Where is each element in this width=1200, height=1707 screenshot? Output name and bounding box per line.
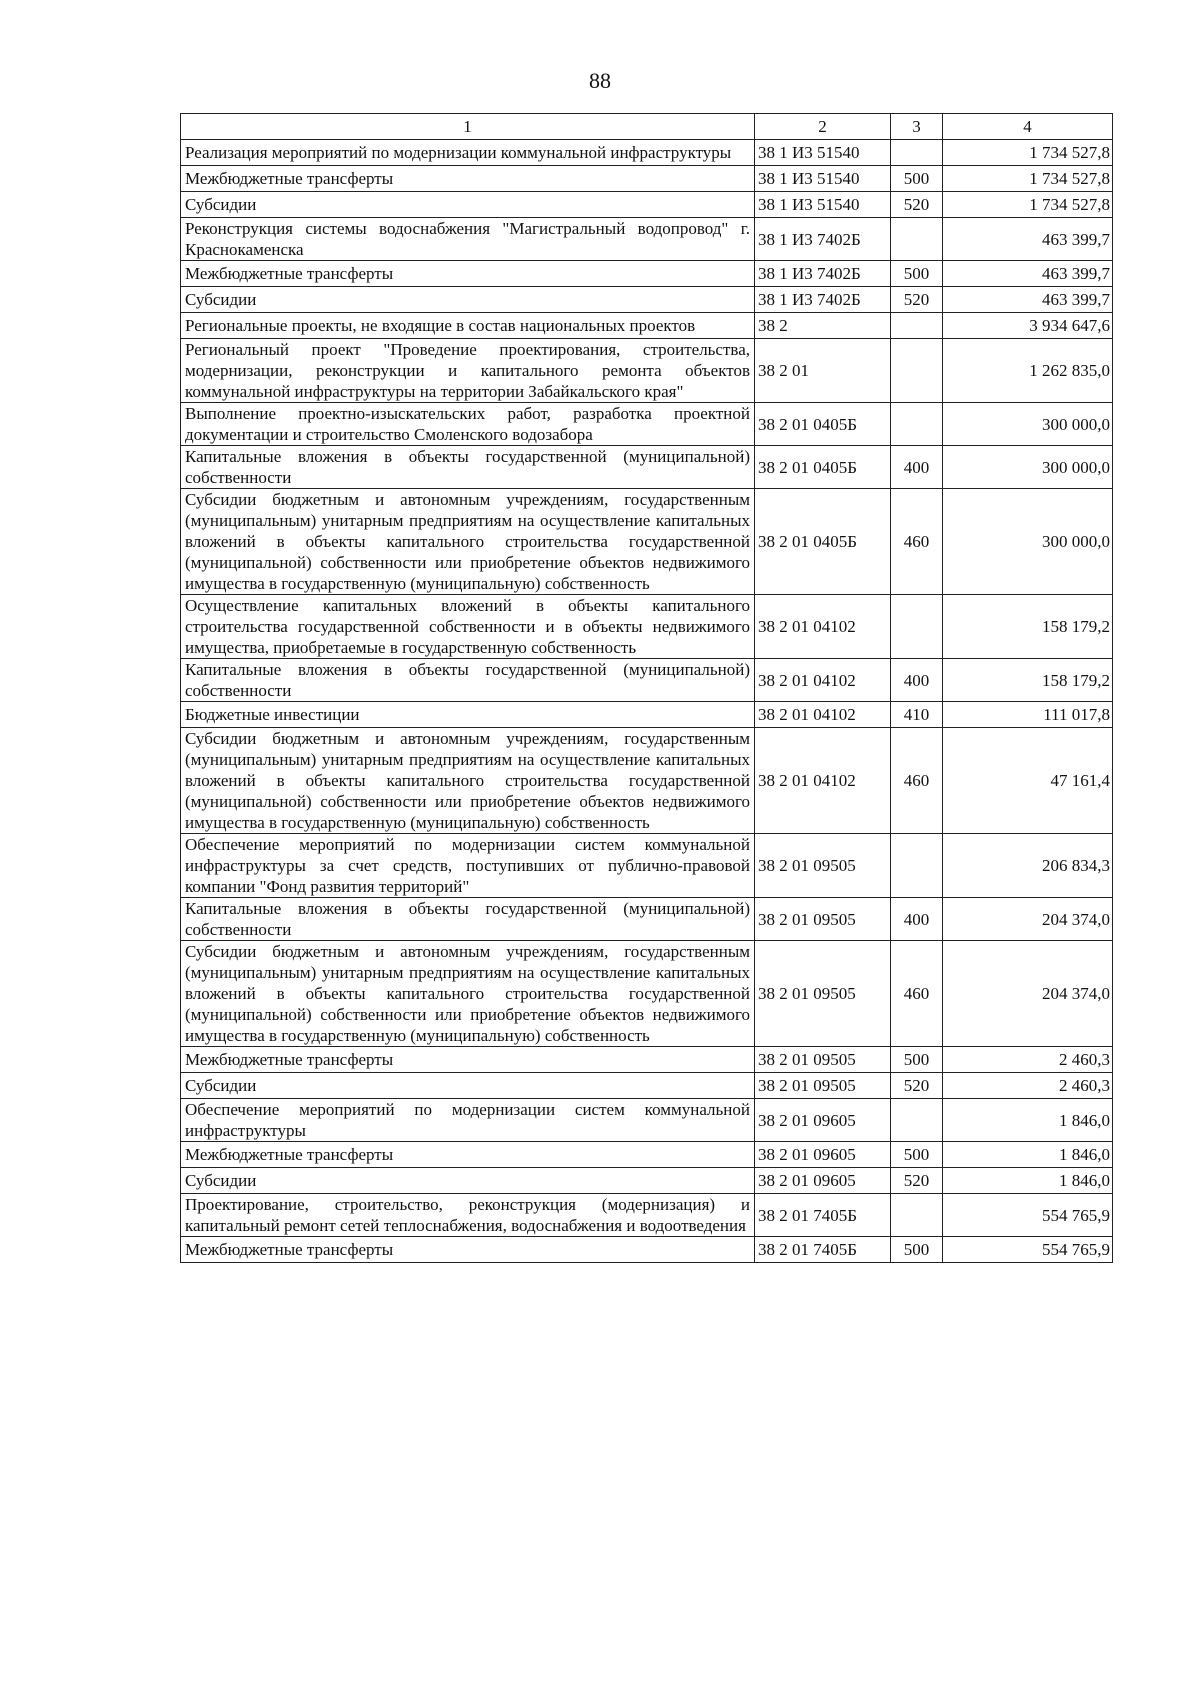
row-type-cell: 500 [891, 1047, 943, 1073]
row-type-cell: 500 [891, 1142, 943, 1168]
row-code-cell: 38 1 И3 7402Б [755, 218, 891, 261]
row-amount-cell: 204 374,0 [943, 941, 1113, 1047]
row-code-cell: 38 2 01 7405Б [755, 1237, 891, 1263]
row-type-cell [891, 218, 943, 261]
row-amount-cell: 158 179,2 [943, 595, 1113, 659]
table-row [181, 702, 1113, 728]
row-name-cell: Межбюджетные трансферты [181, 166, 755, 192]
row-type-cell: 500 [891, 261, 943, 287]
table-row [181, 287, 1113, 313]
row-amount-cell: 1 846,0 [943, 1168, 1113, 1194]
row-amount-cell: 554 765,9 [943, 1194, 1113, 1237]
row-type-cell: 400 [891, 659, 943, 702]
row-name-cell: Проектирование, строительство, реконструкция (модернизация) и капитальный ремонт сетей теплоснабжения, водоснабжения и водоотведения [181, 1194, 755, 1237]
row-amount-cell: 1 734 527,8 [943, 192, 1113, 218]
row-code-cell: 38 2 01 09505 [755, 1047, 891, 1073]
table-row [181, 140, 1113, 166]
row-code-cell: 38 2 01 04102 [755, 728, 891, 834]
row-type-cell: 460 [891, 728, 943, 834]
budget-table [180, 113, 1113, 1263]
table-row [181, 192, 1113, 218]
row-name-cell: Бюджетные инвестиции [181, 702, 755, 728]
row-type-cell [891, 1194, 943, 1237]
row-code-cell: 38 2 01 04102 [755, 702, 891, 728]
table-row [181, 941, 1113, 1047]
row-name-cell: Обеспечение мероприятий по модернизации систем коммунальной инфраструктуры [181, 1099, 755, 1142]
row-amount-cell: 1 734 527,8 [943, 166, 1113, 192]
row-amount-cell: 2 460,3 [943, 1073, 1113, 1099]
row-code-cell: 38 2 01 09605 [755, 1099, 891, 1142]
row-amount-cell: 2 460,3 [943, 1047, 1113, 1073]
row-code-cell: 38 2 01 09605 [755, 1168, 891, 1194]
table-row [181, 1168, 1113, 1194]
table-header-row [181, 114, 1113, 140]
row-name-cell: Субсидии [181, 1073, 755, 1099]
header-cell-2: 2 [755, 114, 891, 140]
row-name-cell: Субсидии бюджетным и автономным учреждениям, государственным (муниципальным) унитарным предприятиям на осуществление капитальных вложений в объекты капитального строительства государственной (муниципальной) собственности или приобретение объектов недвижимого имущества в государственную (муниципальную) собственность [181, 941, 755, 1047]
row-type-cell: 520 [891, 192, 943, 218]
row-type-cell: 520 [891, 1073, 943, 1099]
row-code-cell: 38 2 01 [755, 339, 891, 403]
row-code-cell: 38 2 01 0405Б [755, 446, 891, 489]
table-row [181, 728, 1113, 834]
row-amount-cell: 1 262 835,0 [943, 339, 1113, 403]
row-amount-cell: 1 846,0 [943, 1099, 1113, 1142]
row-code-cell: 38 2 01 09605 [755, 1142, 891, 1168]
row-code-cell: 38 2 01 09505 [755, 898, 891, 941]
table-row [181, 166, 1113, 192]
row-code-cell: 38 2 01 04102 [755, 595, 891, 659]
row-code-cell: 38 1 И3 51540 [755, 140, 891, 166]
table-row [181, 595, 1113, 659]
table-row [181, 403, 1113, 446]
table-row [181, 1142, 1113, 1168]
row-amount-cell: 3 934 647,6 [943, 313, 1113, 339]
row-type-cell: 460 [891, 489, 943, 595]
table-row [181, 1073, 1113, 1099]
table-row [181, 313, 1113, 339]
row-amount-cell: 554 765,9 [943, 1237, 1113, 1263]
row-name-cell: Обеспечение мероприятий по модернизации систем коммунальной инфраструктуры за счет средств, поступивших от публично-правовой компании "Фонд развития территорий" [181, 834, 755, 898]
row-name-cell: Межбюджетные трансферты [181, 1142, 755, 1168]
row-type-cell [891, 313, 943, 339]
row-type-cell: 400 [891, 898, 943, 941]
row-amount-cell: 300 000,0 [943, 446, 1113, 489]
table-row [181, 339, 1113, 403]
row-name-cell: Межбюджетные трансферты [181, 261, 755, 287]
row-name-cell: Капитальные вложения в объекты государственной (муниципальной) собственности [181, 898, 755, 941]
row-type-cell: 500 [891, 1237, 943, 1263]
row-name-cell: Реализация мероприятий по модернизации коммунальной инфраструктуры [181, 140, 755, 166]
table-row [181, 898, 1113, 941]
row-amount-cell: 463 399,7 [943, 287, 1113, 313]
row-name-cell: Субсидии бюджетным и автономным учреждениям, государственным (муниципальным) унитарным предприятиям на осуществление капитальных вложений в объекты капитального строительства государственной (муниципальной) собственности или приобретение объектов недвижимого имущества в государственную (муниципальную) собственность [181, 728, 755, 834]
row-amount-cell: 158 179,2 [943, 659, 1113, 702]
table-row [181, 1099, 1113, 1142]
row-name-cell: Субсидии бюджетным и автономным учреждениям, государственным (муниципальным) унитарным предприятиям на осуществление капитальных вложений в объекты капитального строительства государственной (муниципальной) собственности или приобретение объектов недвижимого имущества в государственную (муниципальную) собственность [181, 489, 755, 595]
row-amount-cell: 463 399,7 [943, 218, 1113, 261]
row-name-cell: Капитальные вложения в объекты государственной (муниципальной) собственности [181, 659, 755, 702]
row-code-cell: 38 1 И3 51540 [755, 166, 891, 192]
row-amount-cell: 111 017,8 [943, 702, 1113, 728]
table-row [181, 659, 1113, 702]
row-amount-cell: 463 399,7 [943, 261, 1113, 287]
row-type-cell [891, 834, 943, 898]
table-row [181, 1194, 1113, 1237]
header-cell-1: 1 [181, 114, 755, 140]
row-amount-cell: 1 734 527,8 [943, 140, 1113, 166]
header-cell-4: 4 [943, 114, 1113, 140]
table-row [181, 834, 1113, 898]
table-row [181, 261, 1113, 287]
row-amount-cell: 204 374,0 [943, 898, 1113, 941]
row-code-cell: 38 2 01 7405Б [755, 1194, 891, 1237]
row-code-cell: 38 2 01 09505 [755, 834, 891, 898]
row-name-cell: Межбюджетные трансферты [181, 1047, 755, 1073]
row-amount-cell: 300 000,0 [943, 403, 1113, 446]
row-code-cell: 38 1 И3 7402Б [755, 287, 891, 313]
row-type-cell [891, 339, 943, 403]
row-code-cell: 38 2 01 09505 [755, 1073, 891, 1099]
row-name-cell: Региональный проект "Проведение проектирования, строительства, модернизации, реконструкции и капитального ремонта объектов коммунальной инфраструктуры на территории Забайкальского края" [181, 339, 755, 403]
row-amount-cell: 206 834,3 [943, 834, 1113, 898]
row-amount-cell: 47 161,4 [943, 728, 1113, 834]
row-code-cell: 38 1 И3 51540 [755, 192, 891, 218]
row-type-cell: 520 [891, 1168, 943, 1194]
row-code-cell: 38 2 01 09505 [755, 941, 891, 1047]
row-type-cell [891, 140, 943, 166]
row-name-cell: Осуществление капитальных вложений в объекты капитального строительства государственной собственности и в объекты недвижимого имущества, приобретаемые в государственную собственность [181, 595, 755, 659]
table-row [181, 1237, 1113, 1263]
table-row [181, 218, 1113, 261]
row-code-cell: 38 2 01 0405Б [755, 489, 891, 595]
row-amount-cell: 300 000,0 [943, 489, 1113, 595]
row-name-cell: Межбюджетные трансферты [181, 1237, 755, 1263]
table-row [181, 489, 1113, 595]
row-name-cell: Капитальные вложения в объекты государственной (муниципальной) собственности [181, 446, 755, 489]
row-type-cell: 520 [891, 287, 943, 313]
page-number: 88 [589, 68, 611, 93]
row-name-cell: Субсидии [181, 287, 755, 313]
table-row [181, 1047, 1113, 1073]
row-amount-cell: 1 846,0 [943, 1142, 1113, 1168]
row-type-cell: 400 [891, 446, 943, 489]
row-type-cell [891, 1099, 943, 1142]
row-type-cell: 410 [891, 702, 943, 728]
row-code-cell: 38 2 [755, 313, 891, 339]
row-code-cell: 38 1 И3 7402Б [755, 261, 891, 287]
header-cell-3: 3 [891, 114, 943, 140]
row-name-cell: Субсидии [181, 192, 755, 218]
row-type-cell: 460 [891, 941, 943, 1047]
row-name-cell: Реконструкция системы водоснабжения "Магистральный водопровод" г. Краснокаменска [181, 218, 755, 261]
table-row [181, 446, 1113, 489]
row-type-cell: 500 [891, 166, 943, 192]
row-code-cell: 38 2 01 0405Б [755, 403, 891, 446]
row-type-cell [891, 403, 943, 446]
row-name-cell: Региональные проекты, не входящие в состав национальных проектов [181, 313, 755, 339]
row-name-cell: Выполнение проектно-изыскательских работ, разработка проектной документации и строительство Смоленского водозабора [181, 403, 755, 446]
row-name-cell: Субсидии [181, 1168, 755, 1194]
row-code-cell: 38 2 01 04102 [755, 659, 891, 702]
row-type-cell [891, 595, 943, 659]
